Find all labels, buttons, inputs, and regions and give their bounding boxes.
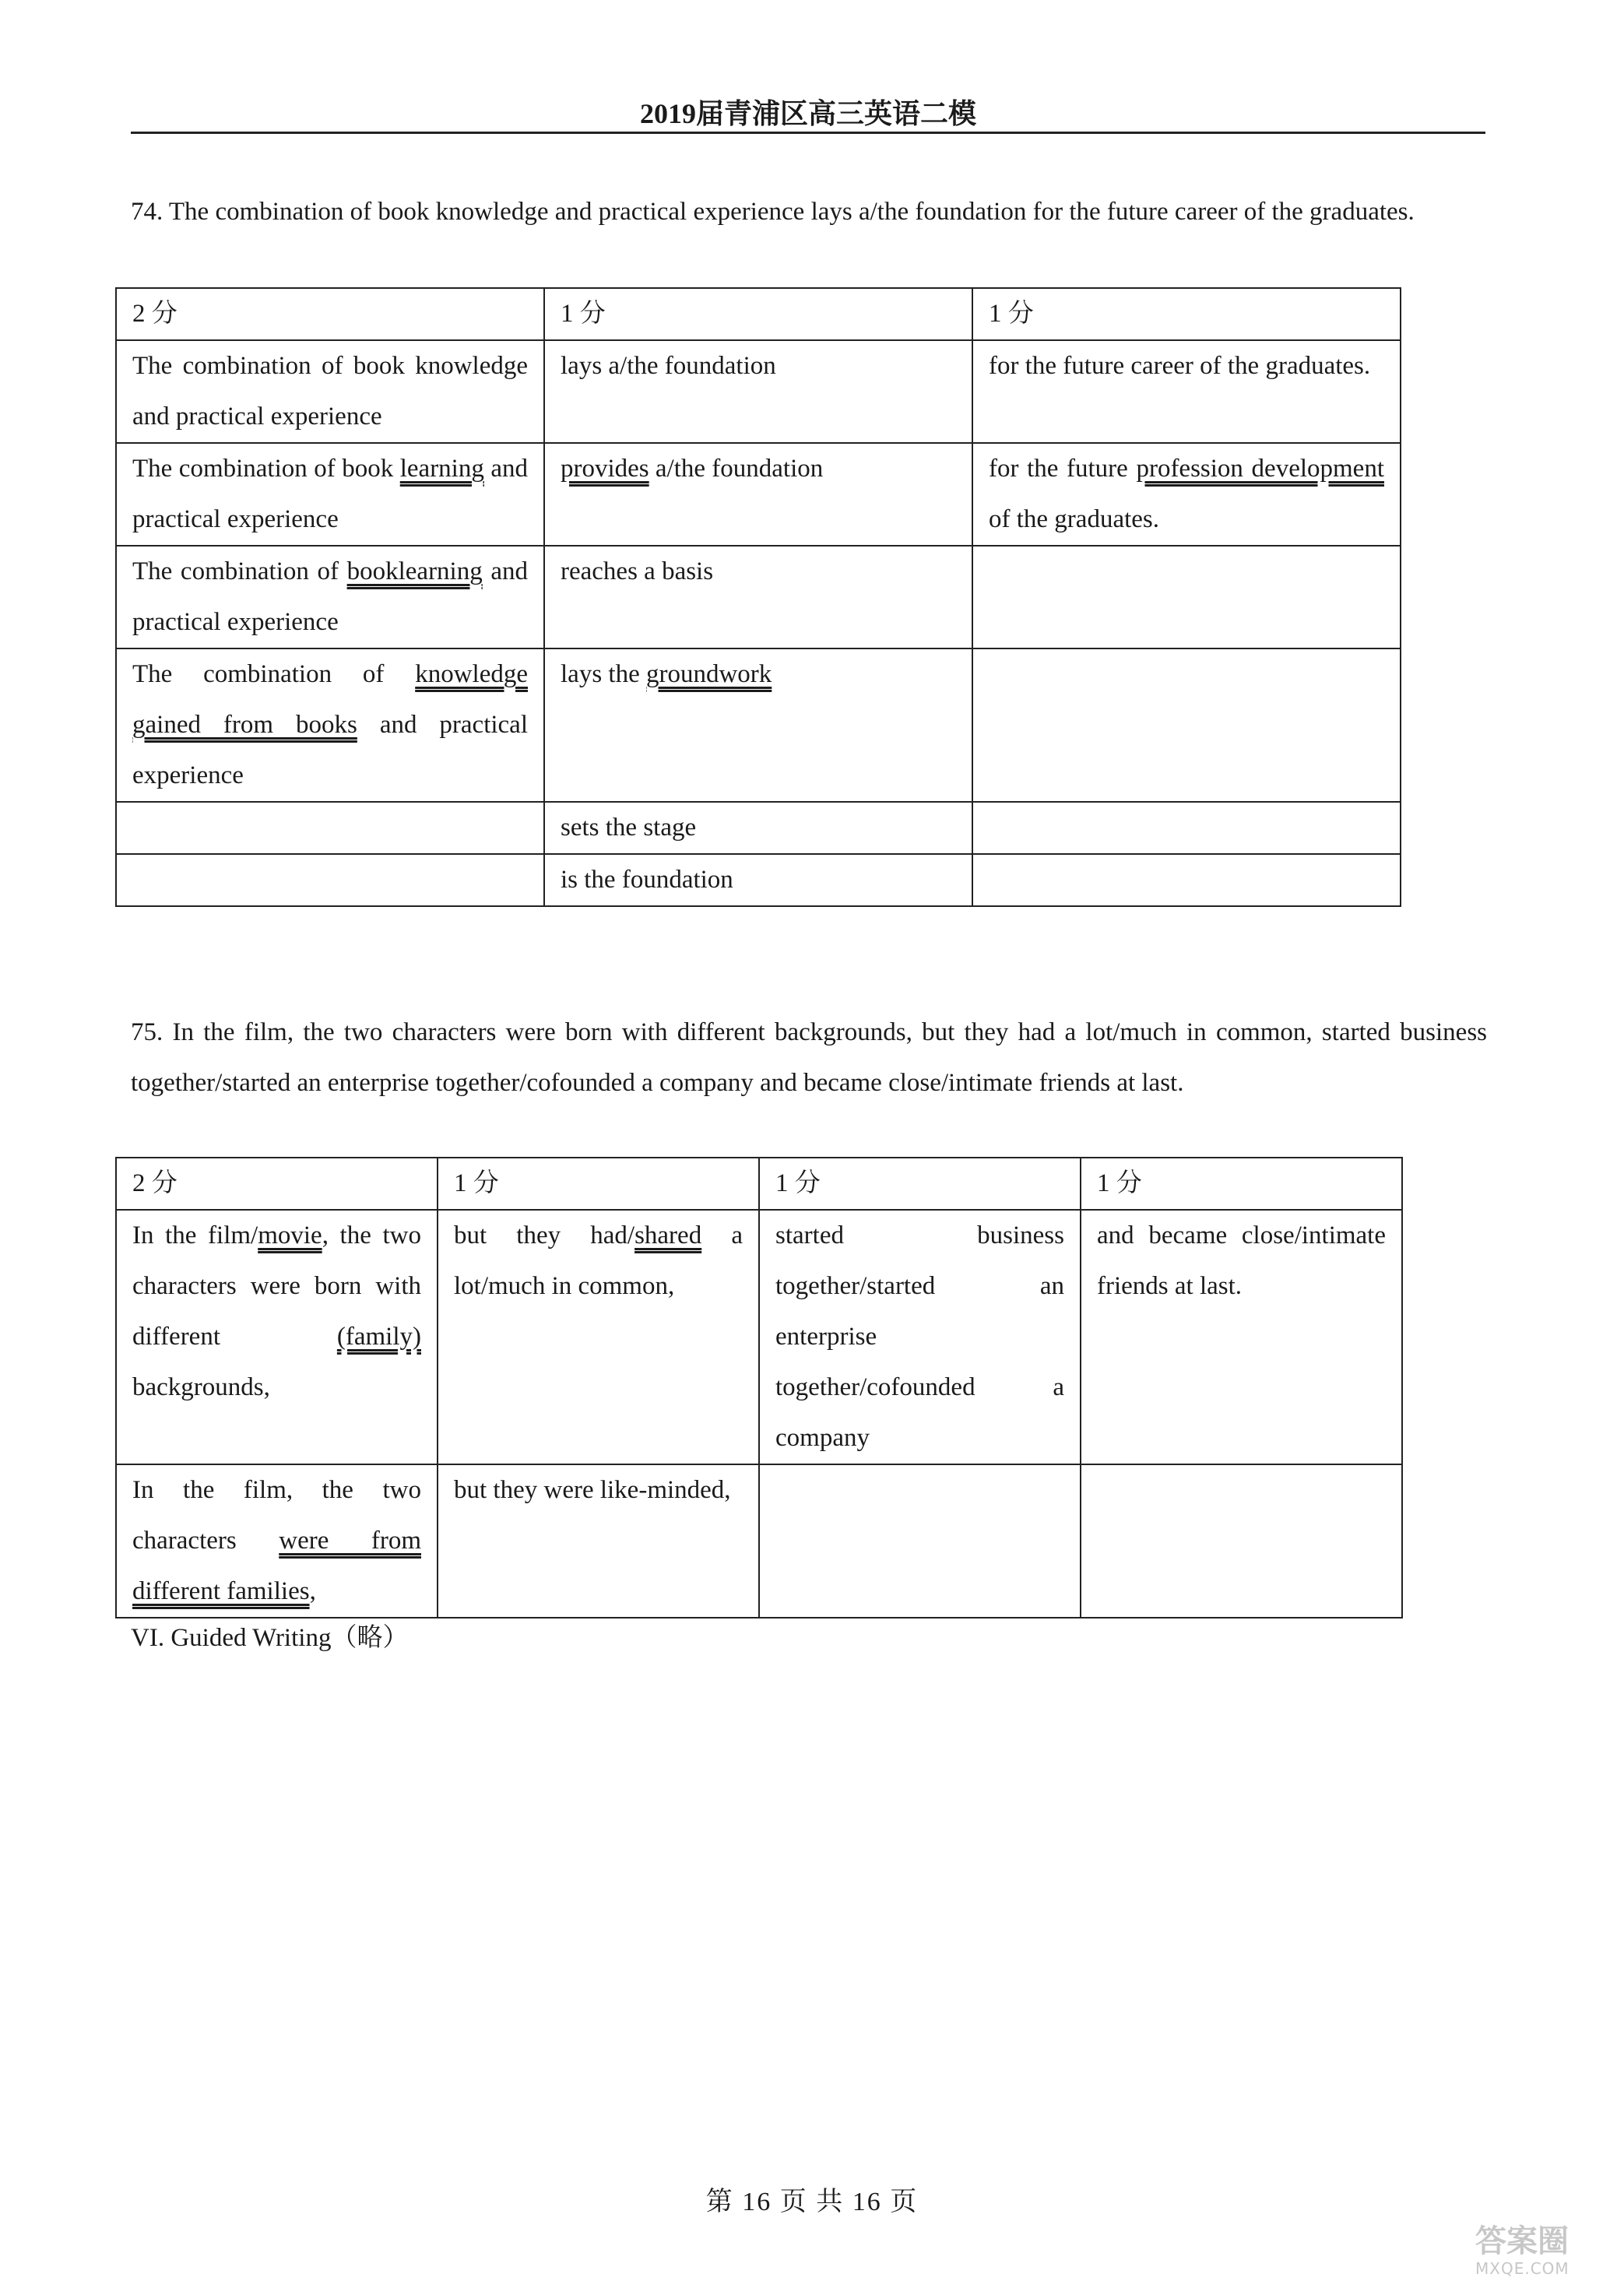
watermark-text: 答案圈 bbox=[1475, 2223, 1569, 2259]
q74-table-cell: The combination of book knowledge and practical experience bbox=[116, 340, 544, 443]
q74-table-header-cell: 1 分 bbox=[972, 288, 1401, 340]
q74-table-cell bbox=[116, 854, 544, 906]
q74-table-header-row bbox=[116, 288, 1401, 340]
section-heading-guided-writing: VI. Guided Writing（略） bbox=[131, 1624, 409, 1652]
q74-table-row bbox=[116, 802, 1401, 854]
q74-table-cell: The combination of book learning and practical experience bbox=[116, 443, 544, 546]
watermark-logo bbox=[1475, 2223, 1615, 2286]
q75-table-header-row bbox=[116, 1158, 1402, 1210]
q75-table-cell: and became close/intimate friends at last. bbox=[1081, 1210, 1402, 1464]
q74-table-row bbox=[116, 648, 1401, 802]
q74-table-cell: for the future career of the graduates. bbox=[972, 340, 1401, 443]
q74-table-row bbox=[116, 340, 1401, 443]
question-74-text: 74. The combination of book knowledge and practical experience lays a/the foundation for the future career of the graduates. bbox=[131, 198, 1415, 226]
q75-table-cell: but they had/shared a lot/much in common, bbox=[438, 1210, 759, 1464]
q75-table-cell bbox=[1081, 1464, 1402, 1618]
q74-table-row bbox=[116, 854, 1401, 906]
q74-table-cell: The combination of booklearning and practical experience bbox=[116, 546, 544, 648]
header-divider bbox=[131, 132, 1485, 134]
watermark-url: MXQE.COM bbox=[1475, 2259, 1570, 2278]
q74-table-cell: for the future profession development of the graduates. bbox=[972, 443, 1401, 546]
q75-table-cell: started business together/started an enterprise together/cofounded a company bbox=[759, 1210, 1081, 1464]
q75-table-header-cell: 1 分 bbox=[438, 1158, 759, 1210]
underlined-phrase: learning bbox=[399, 455, 484, 483]
q74-table-cell: reaches a basis bbox=[544, 546, 972, 648]
q74-table-cell: lays a/the foundation bbox=[544, 340, 972, 443]
q75-table-cell: In the film, the two characters were from different families, bbox=[116, 1464, 438, 1618]
question-74-table bbox=[115, 287, 1401, 907]
underlined-phrase: profession development bbox=[1136, 455, 1384, 483]
underlined-phrase: provides bbox=[561, 455, 649, 483]
underlined-phrase: knowledge gained from books bbox=[132, 660, 528, 739]
underlined-phrase: shared bbox=[634, 1221, 702, 1249]
q74-table-cell bbox=[972, 648, 1401, 802]
q75-table-row bbox=[116, 1464, 1402, 1618]
q74-table-row bbox=[116, 443, 1401, 546]
q74-table-row bbox=[116, 546, 1401, 648]
document-title: 2019届青浦区高三英语二模 bbox=[639, 98, 976, 129]
underlined-phrase: groundwork bbox=[645, 660, 772, 688]
question-75-table bbox=[115, 1157, 1403, 1618]
q75-table-cell: In the film/movie, the two characters were born with different (family) backgrounds, bbox=[116, 1210, 438, 1464]
underlined-phrase: booklearning bbox=[346, 557, 483, 585]
q75-table-row bbox=[116, 1210, 1402, 1464]
q74-table-cell: provides a/the foundation bbox=[544, 443, 972, 546]
underlined-phrase: movie bbox=[258, 1221, 322, 1249]
q74-table-cell: lays the groundwork bbox=[544, 648, 972, 802]
q74-table-header-cell: 2 分 bbox=[116, 288, 544, 340]
q74-table-cell bbox=[972, 546, 1401, 648]
q75-table-cell: but they were like-minded, bbox=[438, 1464, 759, 1618]
q75-table-cell bbox=[759, 1464, 1081, 1618]
q75-table-header-cell: 2 分 bbox=[116, 1158, 438, 1210]
underlined-phrase: were from different families bbox=[132, 1527, 421, 1605]
q74-table-cell bbox=[972, 802, 1401, 854]
underlined-phrase: (family) bbox=[336, 1323, 421, 1351]
q74-table-cell bbox=[116, 802, 544, 854]
question-75-text: 75. In the film, the two characters were born with different backgrounds, but they had a lot/much in common, started business together/started an enterprise together/cofounded a company and became close/intimate friends at last. bbox=[131, 1018, 1487, 1097]
q74-table-header-cell: 1 分 bbox=[544, 288, 972, 340]
q74-table-cell: sets the stage bbox=[544, 802, 972, 854]
q74-table-cell bbox=[972, 854, 1401, 906]
q74-table-cell: is the foundation bbox=[544, 854, 972, 906]
q75-table-header-cell: 1 分 bbox=[1081, 1158, 1402, 1210]
page-number: 第 16 页 共 16 页 bbox=[705, 2188, 919, 2216]
q74-table-cell: The combination of knowledge gained from books and practical experience bbox=[116, 648, 544, 802]
q75-table-header-cell: 1 分 bbox=[759, 1158, 1081, 1210]
